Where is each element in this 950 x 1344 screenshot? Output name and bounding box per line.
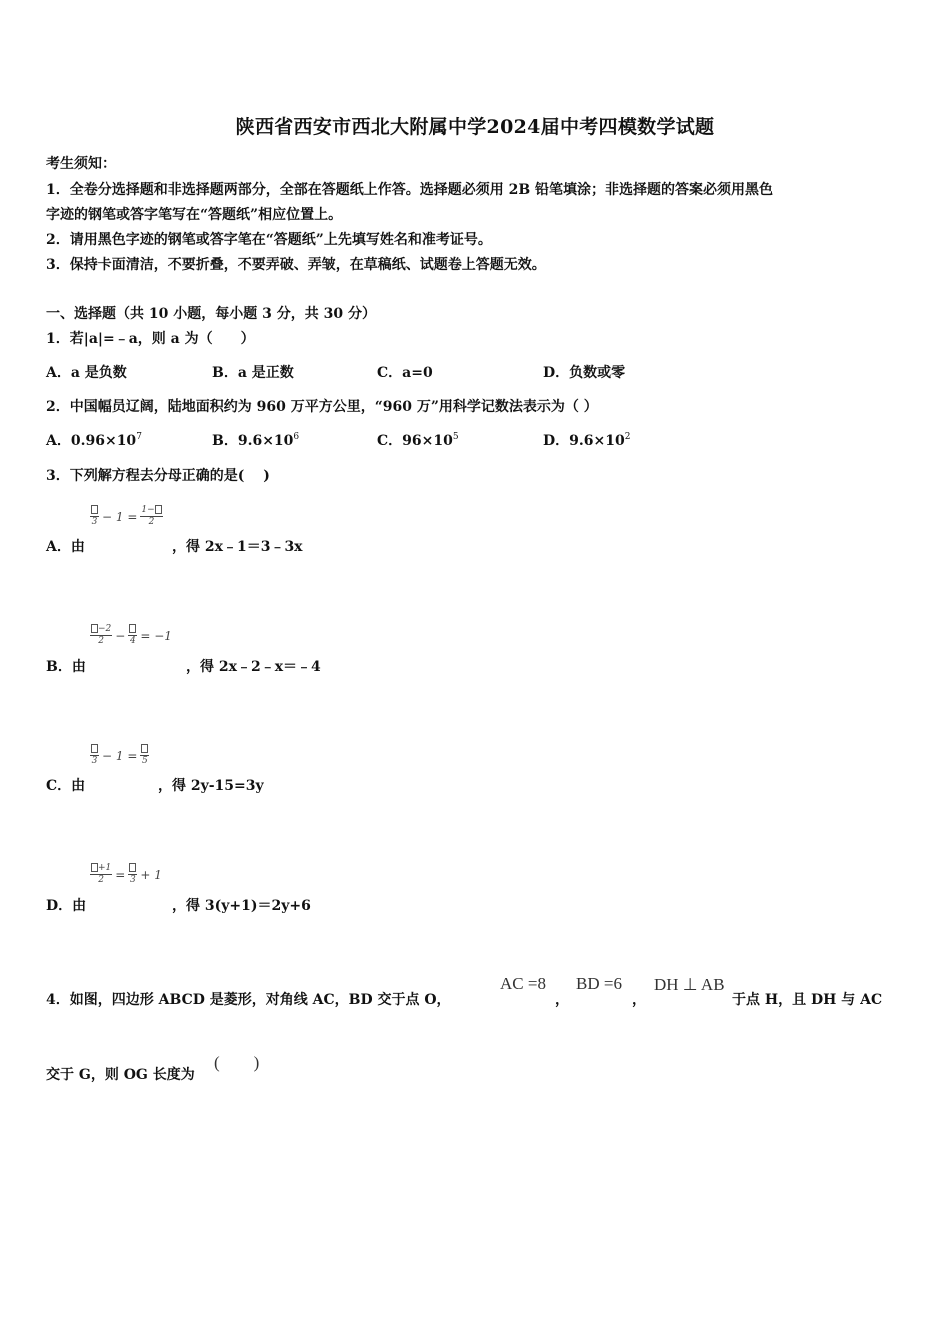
question-4-stem-end: 交于 G，则 OG 长度为 [46,1067,195,1083]
q3-option-b-prefix[interactable]: B．由 [46,659,86,675]
page-title: 陕西省西安市西北大附属中学2024届中考四模数学试题 [235,116,715,138]
q1-option-b[interactable]: B．a 是正数 [212,365,294,381]
q1-option-c[interactable]: C．a=0 [377,365,433,381]
question-2-stem: 2．中国幅员辽阔，陆地面积约为 960 万平方公里，“960 万”用科学记数法表示为（ ） [46,399,598,415]
q2-option-b[interactable]: B．$9.6\times 10^6$ [212,432,300,449]
notice-item-1-cont: 字迹的钢笔或答字笔写在“答题纸”相应位置上。 [46,207,343,223]
q3-c-equation: 3 − 1 = 5 [90,744,149,767]
notice-item-3: 3．保持卡面清洁，不要折叠，不要弄破、弄皱，在草稿纸、试题卷上答题无效。 [46,257,546,273]
q4-math-bd: BD =6 [576,974,622,993]
q4-comma-2: ， [632,992,646,1008]
q1-option-a[interactable]: A．a 是负数 [46,365,127,381]
q3-b-equation: $\frac{-2}{2}$ − 4 = −1 [90,624,172,647]
q2-option-a[interactable]: A．$0.96\times 10^7$ [46,432,142,449]
q3-option-c-result: ，得 2y-15=3y [158,778,264,794]
notice-heading: 考生须知： [46,156,116,172]
q4-math-dh: DH ⊥ AB [654,975,725,994]
notice-item-2: 2．请用黑色字迹的钢笔或答字笔在“答题纸”上先填写姓名和准考证号。 [46,232,492,248]
section-heading: 一、选择题（共 10 小题，每小题 3 分，共 30 分） [46,306,376,322]
q3-option-c-prefix[interactable]: C．由 [46,778,86,794]
question-4-stem-cont: 于点 H，且 DH 与 AC [732,992,883,1008]
q4-math-ac: AC =8 [500,974,546,993]
notice-item-1: 1．全卷分选择题和非选择题两部分，全部在答题纸上作答。选择题必须用 2B 铅笔填涂；非选择题的答案必须用黑色 [46,182,774,198]
question-4-stem: 4．如图，四边形 ABCD 是菱形，对角线 AC，BD 交于点 O， [46,992,451,1008]
q2-option-d[interactable]: D．$9.6\times 10^2$ [543,432,631,449]
q1-option-d[interactable]: D．负数或零 [543,365,626,381]
q3-option-a-result: ，得 2x﹣1＝3﹣3x [172,539,303,555]
q3-a-equation: 3 − 1 = $\frac{1-}{2}$ [90,505,163,528]
q3-option-a-prefix[interactable]: A．由 [46,539,85,555]
q3-d-equation: $\frac{+1}{2}$ = 3 + 1 [90,863,162,886]
q4-answer-paren: ( ) [214,1053,260,1072]
q4-comma-1: ， [555,992,569,1008]
q3-option-d-prefix[interactable]: D．由 [46,898,87,914]
q3-option-d-result: ，得 3(y+1)＝2y+6 [172,898,311,914]
question-1-stem: 1．若|a|=﹣a，则 a 为（ ） [46,331,255,347]
question-3-stem: 3．下列解方程去分母正确的是( ) [46,468,270,484]
q3-option-b-result: ，得 2x﹣2﹣x＝﹣4 [186,659,321,675]
q2-option-c[interactable]: C．$96\times 10^5$ [377,432,459,449]
